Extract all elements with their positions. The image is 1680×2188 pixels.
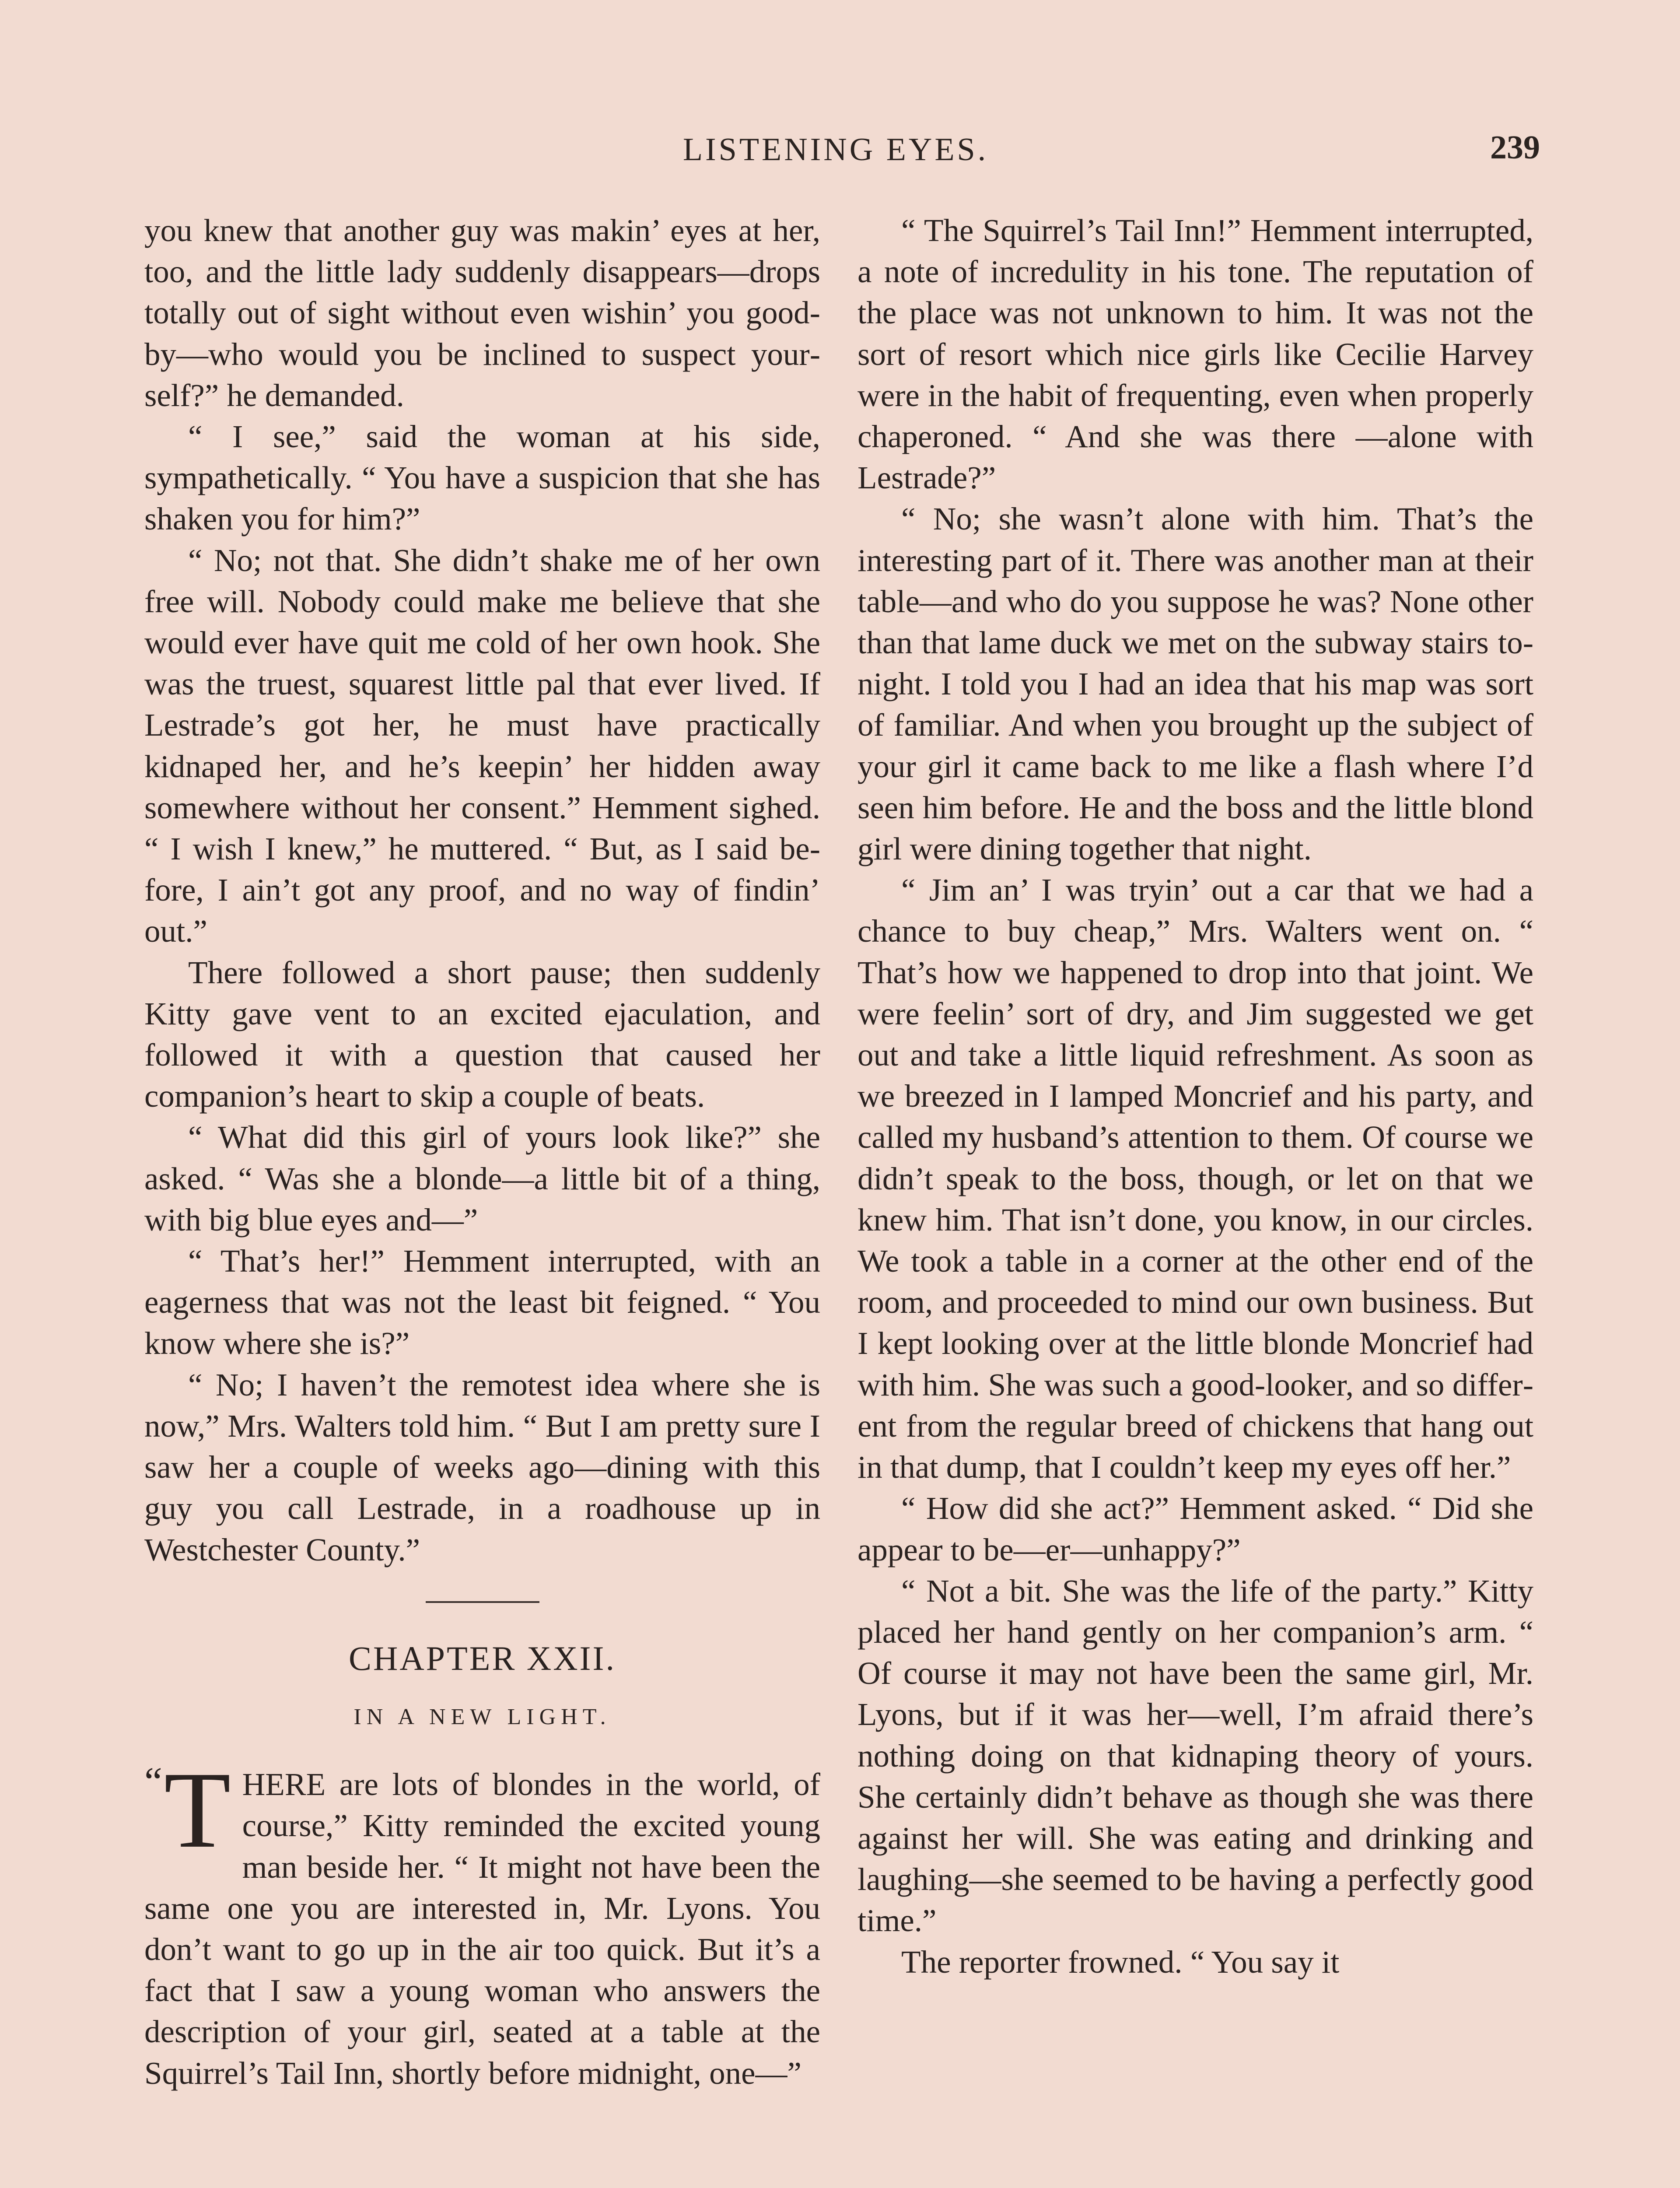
paragraph: “ What did this girl of yours look like?” she asked. “ Was she a blonde—a little bit of a thing, with big blue eyes and—” <box>144 1119 820 1238</box>
paragraph: “ I see,” said the woman at his side, sympathetically. “ You have a suspicion that she has shaken you for him?” <box>144 419 820 537</box>
chapter-opening-paragraph <box>144 1750 820 2094</box>
dropcap-letter: T <box>164 1750 231 1871</box>
running-title: LISTENING EYES. <box>682 132 989 168</box>
paragraph: “ That’s her!” Hemment interrupted, with an eagerness that was not the least bit feigned. “ You know where she is?” <box>144 1243 820 1361</box>
paragraph: There followed a short pause; then suddenly Kitty gave vent to an excited ejaculation, and followed it with a question that caused her companion’s heart to skip a couple of beats. <box>144 954 820 1114</box>
paragraph: The reporter frowned. “ You say it <box>901 1944 1340 1980</box>
paragraph: “ Not a bit. She was the life of the party.” Kitty placed her hand gently on her companion’s arm. “ Of course it may not have been the same girl, Mr. Lyons, but if it was her—well, I’m afraid there’s nothing doing on that kidnaping theory of yours. She certainly didn’t behave as though she was there against her will. She was eating and drinking and laughing—she seemed to be having a perfectly good time.” <box>858 1573 1533 1939</box>
paragraph: “ No; I haven’t the remotest idea where she is now,” Mrs. Walters told him. “ But I am pretty sure I saw her a couple of weeks ago—dining with this guy you call Lestrade, in a roadhouse up in Westchester County.” <box>144 1367 820 1567</box>
paragraph: “ Jim an’ I was tryin’ out a car that we had a chance to buy cheap,” Mrs. Walters went on. “ That’s how we happened to drop into that joint. We were feelin’ sort of dry, and Jim suggested we get out and take a little liquid refreshment. As soon as we breezed in I lamped Moncrief and his party, and called my husband’s attention to them. Of course we didn’t speak to the boss, though, or let on that we knew him. That isn’t done, you know, in our circles. We took a table in a corner at the other end of the room, and proceeded to mind our own business. But I kept looking over at the little blonde Moncrief had with him. She was such a good-looker, and so different from the regular breed of chickens that hang out in that dump, that I couldn’t keep my eyes off her.” <box>858 872 1533 1485</box>
paragraph: “ No; not that. She didn’t shake me of her own free will. Nobody could make me believe that she would ever have quit me cold of her own hook. She was the truest, squarest little pal that ever lived. If Lestrade’s got her, he must have practically kidnaped her, and he’s keepin’ her hidden away somewhere without her consent.” Hemment sighed. “ I wish I knew,” he muttered. “ But, as I said before, I ain’t got any proof, and no way of findin’ out.” <box>144 542 820 949</box>
chapter-opening-text: HERE are lots of blondes in the world, of course,” Kitty reminded the excited young man beside her. “ It might not have been the same one you are interested in, Mr. Lyons. You don’t want to go up in the air too quick. But it’s a fact that I saw a young woman who answers the description of your girl, seated at a table at the Squirrel’s Tail Inn, shortly before midnight, one—” <box>144 1767 820 2091</box>
page-number: 239 <box>1490 129 1540 166</box>
right-column <box>858 210 1533 1983</box>
section-divider <box>426 1601 539 1603</box>
paragraph: “ How did she act?” Hemment asked. “ Did she appear to be—er—unhappy?” <box>858 1490 1533 1567</box>
paragraph: “ The Squirrel’s Tail Inn!” Hemment interrupted, a note of incredulity in his tone. The reputation of the place was not unknown to him. It was not the sort of resort which nice girls like Cecilie Harvey were in the habit of frequenting, even when properly chaperoned. “ And she was there —alone with Lestrade?” <box>858 213 1533 496</box>
paragraph: you knew that another guy was makin’ eyes at her, too, and the little lady suddenly disappears—drops totally out of sight without even wishin’ you good-by—who would you be inclined to suspect yourself?” he demanded. <box>144 213 820 413</box>
paragraph: “ No; she wasn’t alone with him. That’s the interesting part of it. There was another man at their table—and who do you suppose he was? None other than that lame duck we met on the subway stairs to-night. I told you I had an idea that his map was sort of familiar. And when you brought up the subject of your girl it came back to me like a flash where I’d seen him before. He and the boss and the little blond girl were dining together that night. <box>858 501 1533 867</box>
chapter-title: CHAPTER XXII. <box>349 1639 616 1677</box>
left-column <box>144 210 820 2094</box>
chapter-subtitle: IN A NEW LIGHT. <box>354 1704 611 1729</box>
dropcap-quote: “ <box>144 1759 162 1804</box>
